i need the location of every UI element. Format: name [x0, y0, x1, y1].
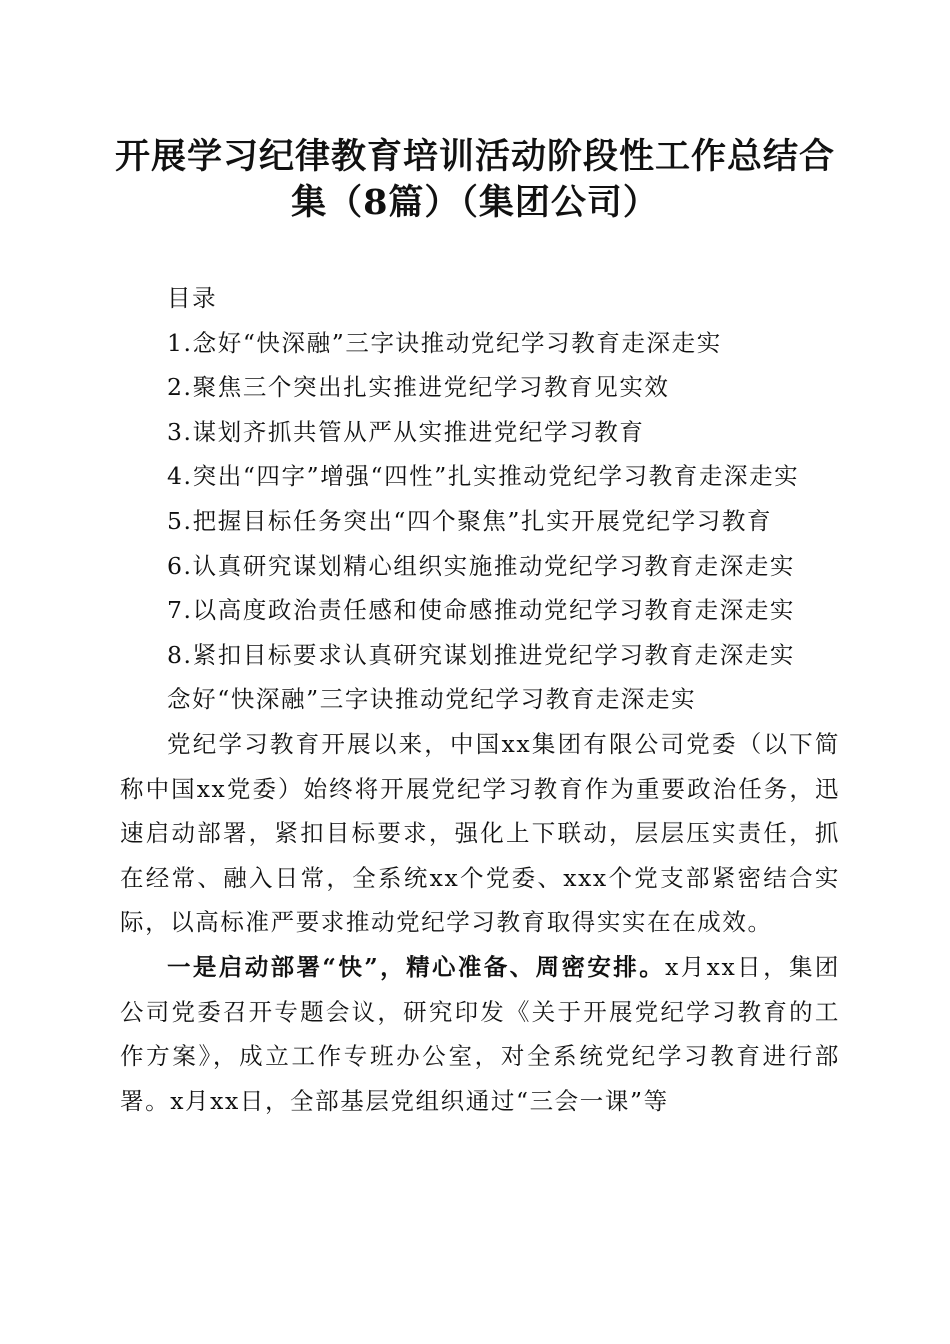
toc-item-4: 4.突出“四字”增强“四性”扎实推动党纪学习教育走深走实 [167, 462, 800, 491]
point-1-lead: 一是启动部署“快”，精心准备、周密安排。 [167, 952, 666, 981]
intro-paragraph: 党纪学习教育开展以来，中国xx集团有限公司党委（以下简称中国xx党委）始终将开展党纪学习教育作为重要政治任务，迅速启动部署，紧扣目标要求，强化上下联动，层层压实责任，抓在经常、融入日常，全系统xx个党委、xxx个党支部紧密结合实际，以高标准严要求推动党纪学习教育取得实实在在成效。 [120, 729, 840, 937]
document-title [100, 134, 850, 226]
title-line-2: 集（8篇）（集团公司） [291, 182, 659, 223]
toc-item-3: 3.谋划齐抓共管从严从实推进党纪学习教育 [167, 417, 645, 446]
toc-item-8: 8.紧扣目标要求认真研究谋划推进党纪学习教育走深走实 [167, 640, 796, 669]
toc-item-2: 2.聚焦三个突出扎实推进党纪学习教育见实效 [167, 373, 670, 402]
toc-heading: 目录 [167, 284, 218, 312]
section-title: 念好“快深融”三字诀推动党纪学习教育走深走实 [167, 685, 697, 714]
point-1-text: x月xx日，集团公司党委召开专题会议，研究印发《关于开展党纪学习教育的工作方案》，成立工作专班办公室，对全系统党纪学习教育进行部署。x月xx日，全部基层党组织通过“三会一课”等 [120, 952, 840, 1115]
document-body [120, 276, 840, 1123]
toc-item-6: 6.认真研究谋划精心组织实施推动党纪学习教育走深走实 [167, 551, 796, 580]
point-1-paragraph [120, 945, 840, 1123]
toc-item-1: 1.念好“快深融”三字诀推动党纪学习教育走深走实 [167, 328, 722, 357]
toc-item-5: 5.把握目标任务突出“四个聚焦”扎实开展党纪学习教育 [167, 506, 773, 535]
toc-item-7: 7.以高度政治责任感和使命感推动党纪学习教育走深走实 [167, 596, 796, 625]
title-line-1: 开展学习纪律教育培训活动阶段性工作总结合 [114, 136, 835, 177]
